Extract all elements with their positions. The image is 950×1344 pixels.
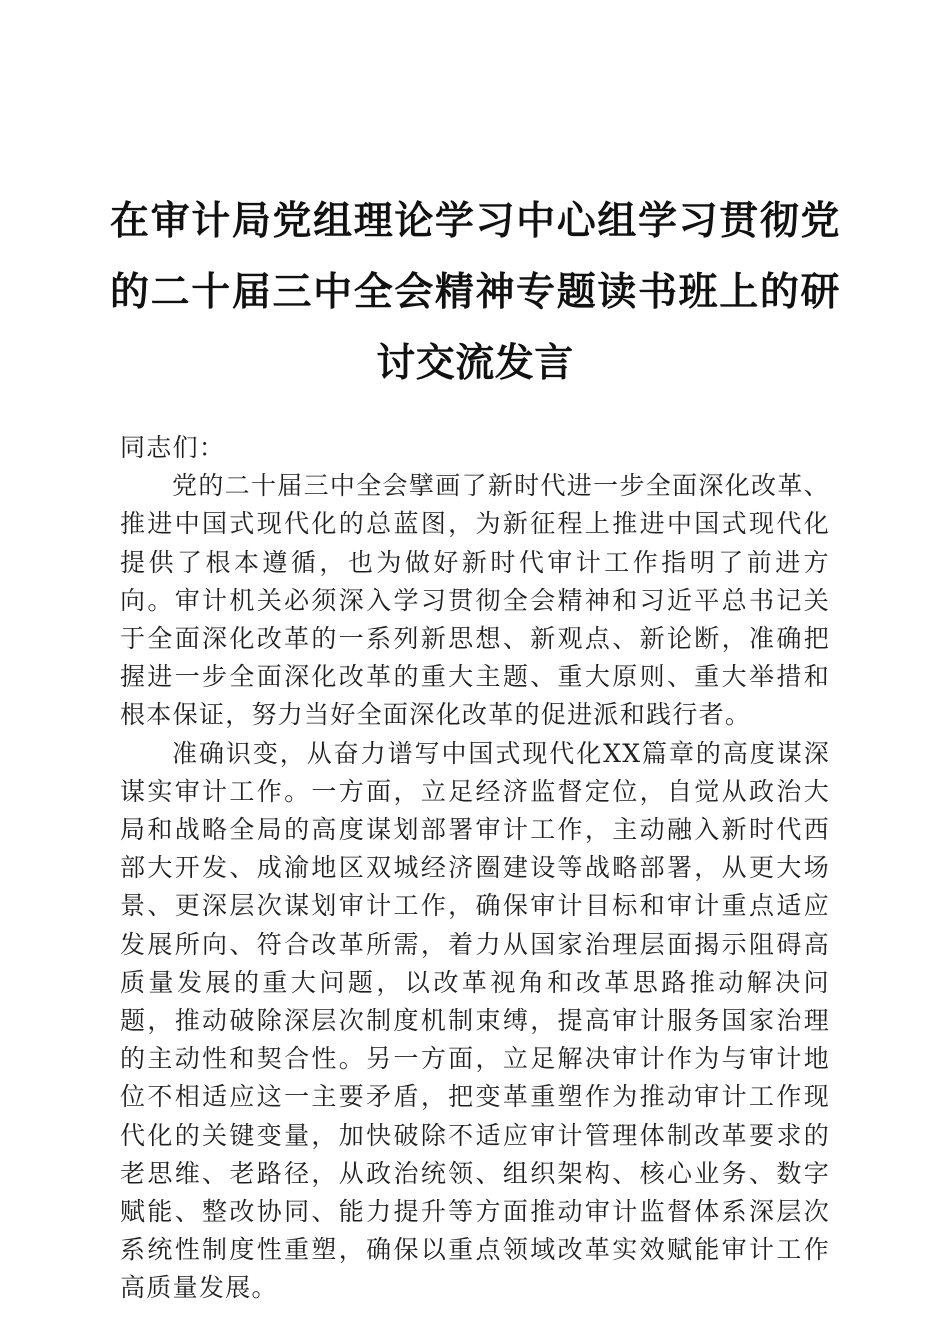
document-title: 在审计局党组理论学习中心组学习贯彻党的二十届三中全会精神专题读书班上的研讨交流发言 — [110, 199, 840, 386]
salutation: 同志们： — [120, 433, 226, 462]
document-body — [120, 429, 830, 1308]
paragraph: 党的二十届三中全会擘画了新时代进一步全面深化改革、推进中国式现代化的总蓝图，为新征程上推进中国式现代化提供了根本遵循，也为做好新时代审计工作指明了前进方向。审计机关必须深入学习贯彻全会精神和习近平总书记关于全面深化改革的一系列新思想、新观点、新论断，准确把握进一步全面深化改革的重大主题、重大原则、重大举措和根本保证，努力当好全面深化改革的促进派和践行者。 — [120, 471, 830, 730]
paragraph: 准确识变，从奋力谱写中国式现代化XX篇章的高度谋深谋实审计工作。一方面，立足经济监督定位，自觉从政治大局和战略全局的高度谋划部署审计工作，主动融入新时代西部大开发、成渝地区双城经济圈建设等战略部署，从更大场景、更深层次谋划审计工作，确保审计目标和审计重点适应发展所向、符合改革所需，着力从国家治理层面揭示阻碍高质量发展的重大问题，以改革视角和改革思路推动解决问题，推动破除深层次制度机制束缚，提高审计服务国家治理的主动性和契合性。另一方面，立足解决审计作为与审计地位不相适应这一主要矛盾，把变革重塑作为推动审计工作现代化的关键变量，加快破除不适应审计管理体制改革要求的老思维、老路径，从政治统领、组织架构、核心业务、数字赋能、整改协同、能力提升等方面推动审计监督体系深层次系统性制度性重塑，确保以重点领域改革实效赋能审计工作高质量发展。 — [120, 738, 830, 1303]
